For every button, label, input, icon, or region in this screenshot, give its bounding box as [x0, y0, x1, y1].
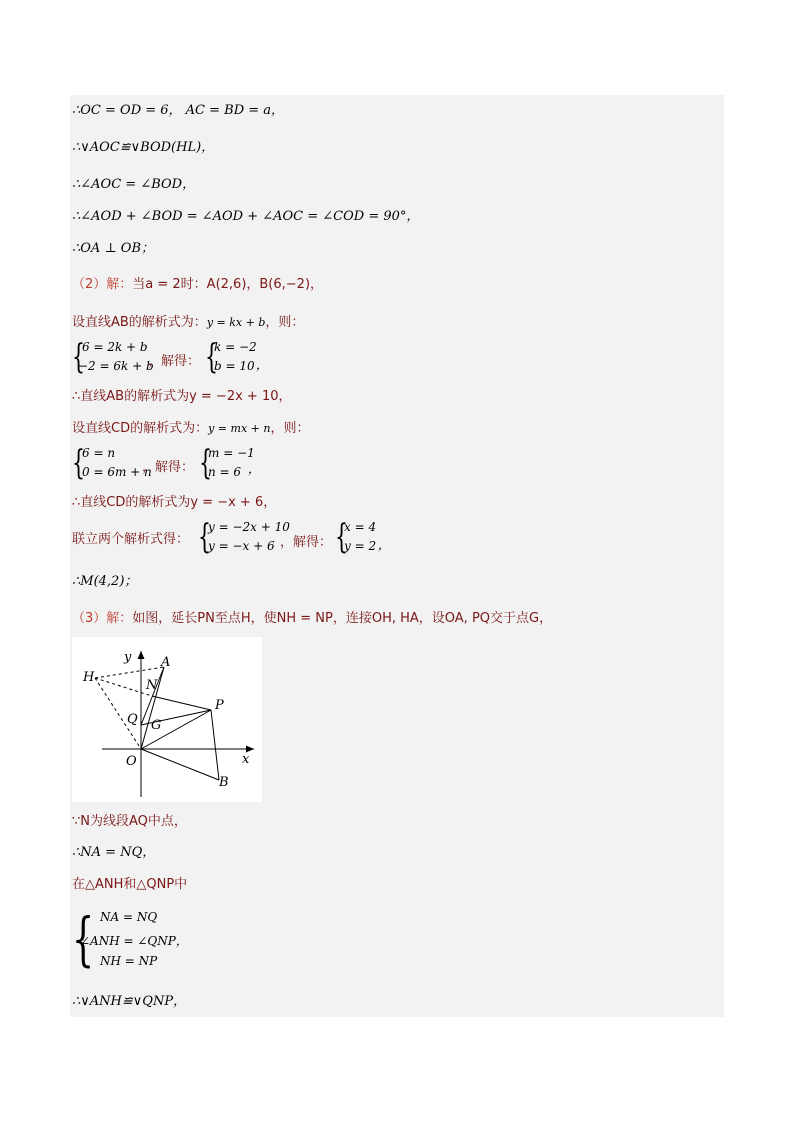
label-x: x: [242, 752, 250, 767]
system-2-solution-1: m = −1: [208, 446, 255, 460]
label-Q: Q: [127, 712, 138, 727]
label-G: G: [151, 718, 162, 733]
line-9-equation: y = mx + n: [208, 422, 271, 435]
segment-HA-dashed: [95, 667, 164, 678]
label-O: O: [126, 754, 137, 769]
part-2-label: （2）解：: [72, 277, 133, 292]
system-1-solution-brace: {: [205, 337, 218, 377]
line-7-end: ，则：: [265, 315, 305, 330]
label-N: N: [146, 678, 158, 693]
line-7-equation: y = kx + b: [206, 316, 266, 329]
system-1-brace: {: [72, 337, 85, 377]
line-11: [72, 532, 189, 548]
label-y: y: [124, 650, 132, 665]
system-4-brace: {: [72, 905, 95, 973]
system-3-end: ，: [378, 538, 391, 552]
line-17: ∴∨ANH≌∨QNP，: [72, 994, 187, 1009]
segment-NP: [152, 696, 211, 710]
system-2-brace: {: [72, 443, 85, 483]
label-H: H: [83, 670, 95, 685]
part-3-text: 如图，延长PN至点H，使NH = NP，连接OH, HA，设OA, PQ交于点G，: [132, 611, 553, 626]
part-2-text: 当a = 2时：A(2,6)，B(6,−2)，: [132, 277, 324, 292]
line-3: ∴∠AOC = ∠BOD，: [72, 177, 196, 192]
segment-HN-dashed: [95, 678, 152, 696]
line-2: ∴∨AOC≌∨BOD(HL)，: [72, 140, 215, 155]
system-1-end: ，: [256, 358, 269, 372]
label-B: B: [219, 775, 229, 790]
y-axis-arrow-icon: [138, 651, 145, 659]
line-14-text: ∵N为线段AQ中点，: [72, 814, 187, 829]
line-9-text: 设直线CD的解析式为：: [72, 421, 209, 436]
line-13: [72, 611, 552, 627]
line-16-text: 在△ANH和△QNP中: [72, 877, 188, 892]
system-1: [72, 337, 372, 378]
line-10-text: ∴直线CD的解析式为y = −x + 6，: [72, 495, 277, 510]
label-A: A: [161, 655, 171, 670]
line-12: ∴M(4,2)；: [72, 574, 138, 589]
system-1-solution-2: b = 10: [214, 359, 255, 373]
line-15: ∴NA = NQ，: [72, 845, 156, 860]
system-2-solution-brace: {: [199, 443, 212, 483]
geometry-diagram: [72, 637, 262, 802]
line-16: [72, 877, 187, 893]
system-2-solve-label: ，解得：: [142, 460, 195, 475]
line-8-text: ∴直线AB的解析式为y = −2x + 10，: [72, 389, 292, 404]
line-9-end: ，则：: [270, 421, 310, 436]
line-11-text: 联立两个解析式得：: [72, 532, 190, 547]
system-1-row-2: −2 = 6k + b: [78, 359, 154, 373]
part-3-label: （3）解：: [72, 611, 133, 626]
label-P: P: [215, 698, 224, 713]
system-2-row-2: 0 = 6m + n: [82, 465, 152, 479]
segment-OB: [141, 749, 219, 780]
system-3-brace: {: [198, 517, 211, 557]
line-7-text: 设直线AB的解析式为：: [72, 315, 207, 330]
system-3: [198, 517, 418, 558]
system-3-solve-label: ，解得：: [280, 535, 333, 550]
system-2: [72, 443, 372, 484]
line-10: [72, 495, 276, 511]
system-2-end: ，: [248, 462, 261, 476]
system-1-solution-1: k = −2: [214, 340, 257, 354]
line-14: [72, 814, 187, 830]
segment-PB: [211, 710, 219, 780]
system-1-solve-label: ，解得：: [148, 354, 201, 369]
system-4-row-2: ∠ANH = ∠QNP，: [80, 934, 188, 948]
system-4-row-1: NA = NQ: [100, 910, 158, 924]
system-3-solution-1: x = 4: [344, 520, 377, 534]
line-6: [72, 277, 323, 293]
line-1: ∴OC = OD = 6， AC = BD = a，: [72, 103, 285, 118]
line-7: [72, 315, 304, 331]
system-3-solution-brace: {: [335, 517, 348, 557]
system-1-row-1: 6 = 2k + b: [82, 340, 148, 354]
line-4: ∴∠AOD + ∠BOD = ∠AOD + ∠AOC = ∠COD = 90°，: [72, 209, 420, 224]
system-2-row-1: 6 = n: [82, 446, 116, 460]
system-2-solution-2: n = 6: [208, 465, 242, 479]
geometry-figure: [72, 637, 262, 802]
system-4-row-3: NH = NP: [100, 954, 158, 968]
system-3-row-2: y = −x + 6: [208, 539, 275, 553]
line-5: ∴OA ⊥ OB；: [72, 241, 155, 256]
system-4: [72, 905, 272, 973]
system-3-solution-2: y = 2: [344, 539, 377, 553]
line-9: [72, 421, 309, 437]
system-3-row-1: y = −2x + 10: [208, 520, 290, 534]
line-8: [72, 389, 292, 405]
